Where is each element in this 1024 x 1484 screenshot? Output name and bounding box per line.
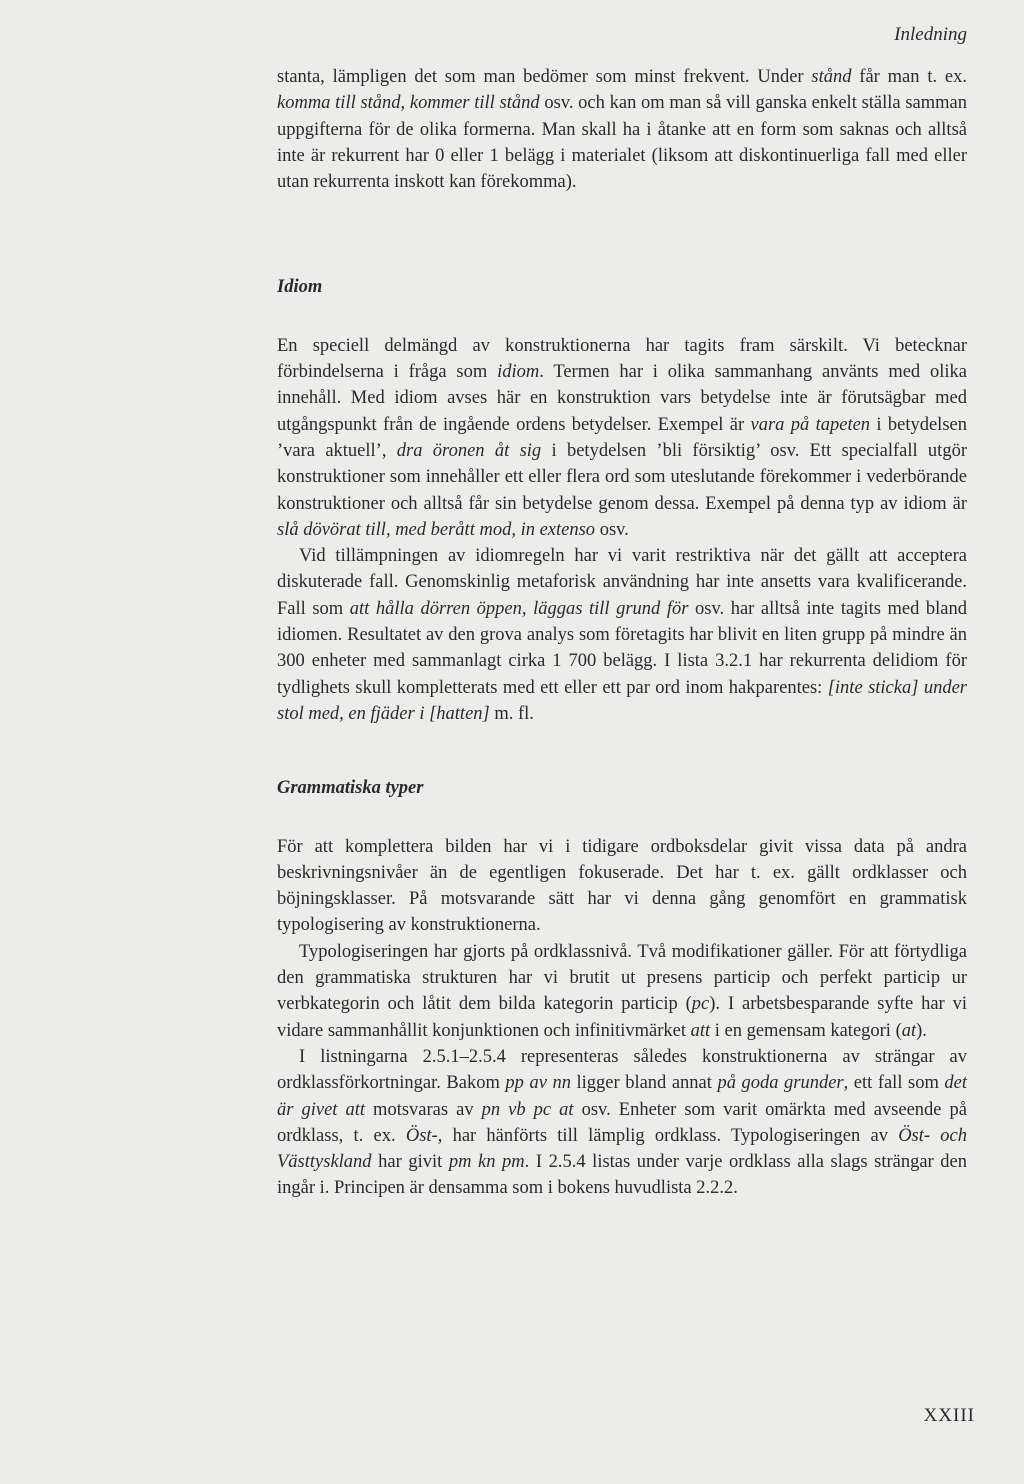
italic-run: pm kn pm: [448, 1152, 525, 1173]
italic-run: vara på tapeten: [750, 414, 871, 435]
text-run: i en gemensam kategori (: [710, 1020, 902, 1041]
italic-run: at: [901, 1020, 917, 1041]
italic-run: pn vb pc at: [481, 1099, 574, 1120]
italic-run: att hålla dörren öppen, läggas till grund för: [349, 598, 689, 619]
text-run: En speciell delmängd av konstruktionerna har tagits fram särskilt. Vi betecknar förbindelserna i fråga som: [277, 335, 967, 383]
text-run: ligger bland annat: [570, 1073, 718, 1094]
text-run: . I 2.5.4 listas under varje ordklass alla slags strängar den ingår i. Principen är densamma som i bokens huvudlista 2.2.2.: [277, 1152, 967, 1199]
text-run: ).: [916, 1020, 927, 1041]
italic-run: på goda grunder: [717, 1073, 844, 1094]
grammatiska-paragraph-2: [277, 939, 967, 1044]
text-run: ). I arbetsbesparande syfte har vi vidare sammanhållit konjunktionen och infinitivmärket: [277, 994, 967, 1041]
section-heading-idiom: Idiom: [277, 277, 323, 298]
italic-run: [inte sticka] under stol med, en fjäder i [hatten]: [277, 677, 968, 724]
text-run: I listningarna 2.5.1–2.5.4 representeras således konstruktionerna av strängar av ordklassförkortningar. Bakom: [277, 1046, 967, 1094]
italic-run: stånd: [811, 67, 852, 87]
italic-run: Öst-: [405, 1125, 438, 1146]
text-run: osv. och kan om man så vill ganska enkelt ställa samman uppgifterna för de olika formerna. Man skall ha i åtanke att en form som saknas och alltså inte är rekurrent har 0 eller 1 belägg i materialet (liksom att diskontinuerliga fall med eller utan rekurrenta inskott kan förekomma).: [277, 93, 967, 193]
italic-run: pc: [691, 994, 710, 1015]
italic-run: komma till stånd, kommer till stånd: [277, 93, 540, 114]
idiom-paragraph-2: [277, 543, 967, 727]
idiom-paragraph-1: [277, 333, 967, 543]
running-head: Inledning: [894, 24, 967, 45]
text-run: För att komplettera bilden har vi i tidigare ordboksdelar givit vissa data på andra beskrivningsnivåer än de egentligen fokuserade. Det har t. ex. gällt ordklasser och böjningsklasser. På motsvarande sätt har vi denna gång genomfört en grammatisk typologisering av konstruktionerna.: [277, 836, 967, 936]
italic-run: slå dövörat till, med berått mod, in extenso: [277, 519, 596, 540]
grammatiska-paragraph-3: [277, 1044, 967, 1202]
text-run: osv. har alltså inte tagits med bland idiomen. Resultatet av den grova analys som företagits har blivit en liten grupp på mindre än 300 enheter med sammanlagt cirka 1 700 belägg. I lista 3.2.1 har rekurrenta delidiom för tydlighets skull kompletterats med ett eller ett par ord inom hakparentes:: [277, 598, 967, 698]
text-run: osv.: [595, 519, 629, 540]
text-run: Typologiseringen har gjorts på ordklassnivå. Två modifikationer gäller. För att förtydliga den grammatiska strukturen har vi brutit ut presens particip och perfekt particip ur verbkategorin och låtit dem bilda kategorin particip (: [277, 941, 967, 1015]
italic-run: dra öronen åt sig: [396, 440, 542, 461]
text-run: osv. Enheter som varit omärkta med avseende på ordklass, t. ex.: [277, 1099, 967, 1146]
text-run: , har hänförts till lämplig ordklass. Typologiseringen av: [437, 1125, 899, 1146]
text-column: [277, 64, 967, 1202]
section-heading-grammatiska-typer: Grammatiska typer: [277, 778, 424, 799]
intro-paragraph: [277, 64, 967, 195]
italic-run: det är givet att: [277, 1073, 967, 1120]
text-run: . Termen har i olika sammanhang använts med olika innehåll. Med idiom avses här en konstruktion vars betydelse inte är förutsägbar med utgångspunkt från de ingående ordens betydelser. Exempel är: [277, 362, 967, 435]
text-run: m. fl.: [489, 703, 534, 724]
text-run: har givit: [371, 1152, 449, 1173]
page-number: XXIII: [923, 1405, 975, 1426]
italic-run: Öst- och Västtyskland: [277, 1125, 967, 1173]
text-run: i betydelsen ’vara aktuell’,: [277, 414, 967, 461]
text-run: , ett fall som: [843, 1073, 945, 1094]
text-run: motsvaras av: [365, 1099, 482, 1120]
text-run: i betydelsen ’bli försiktig’ osv. Ett specialfall utgör konstruktioner som innehåller ett eller flera ord som uteslutande förekommer i vederbörande konstruktioner och alltså får sin betydelse genom dessa. Exempel på denna typ av idiom är: [277, 440, 967, 514]
text-run: stanta, lämpligen det som man bedömer som minst frekvent. Under: [277, 67, 812, 87]
italic-run: idiom: [497, 362, 540, 383]
text-run: Vid tillämpningen av idiomregeln har vi varit restriktiva när det gällt att acceptera diskuterade fall. Genomskinlig metaforisk användning har inte ansetts vara kvalificerande. Fall som: [277, 546, 967, 619]
grammatiska-paragraph-1: [277, 834, 967, 939]
text-run: får man t. ex.: [851, 67, 967, 87]
italic-run: pp av nn: [505, 1073, 571, 1094]
italic-run: att: [690, 1020, 711, 1041]
